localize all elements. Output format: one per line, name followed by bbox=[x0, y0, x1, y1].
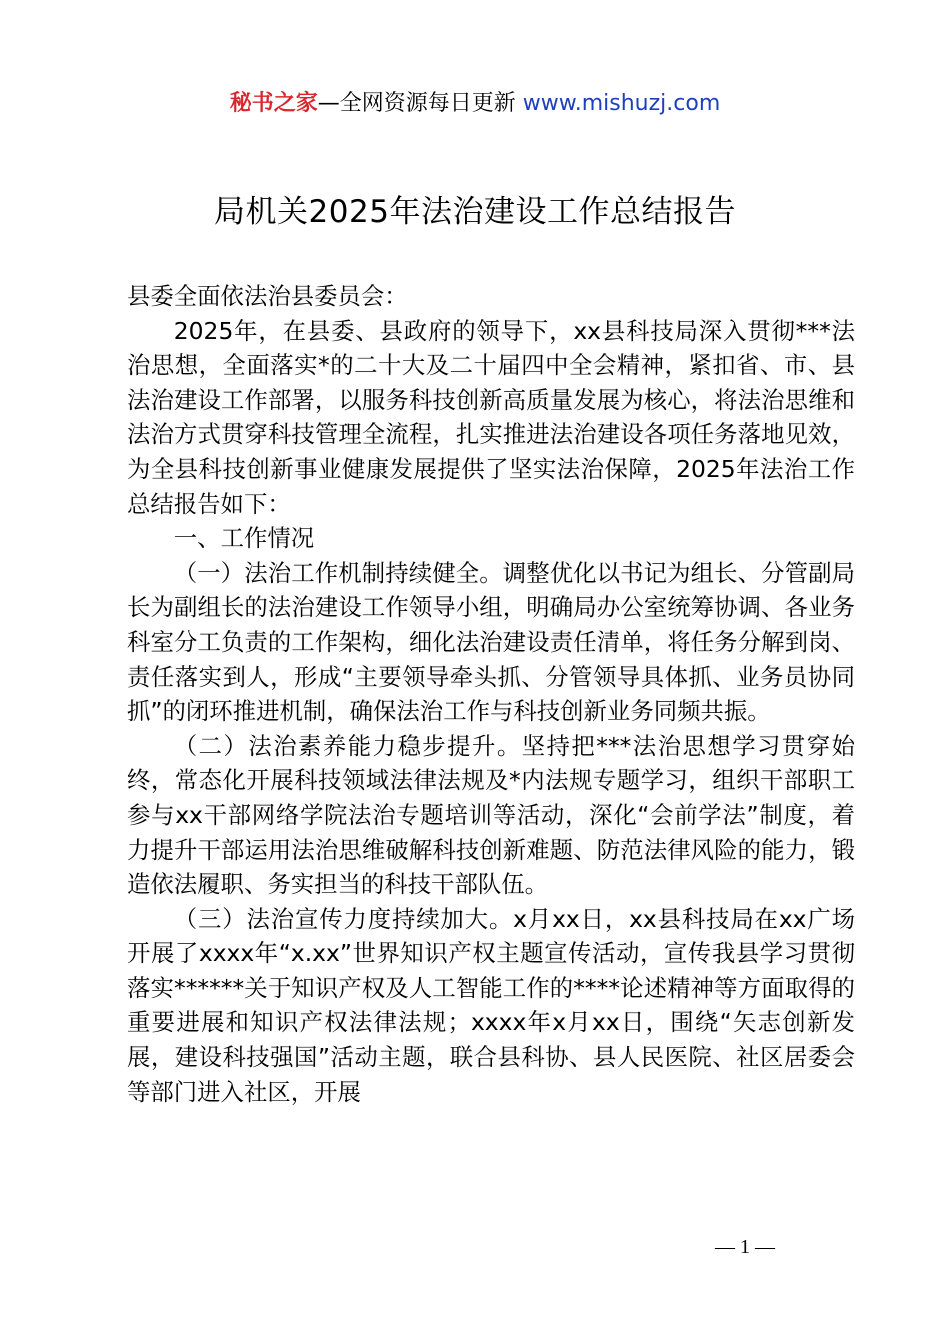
header-brand: 秘书之家 bbox=[229, 91, 318, 116]
document-title: 局机关2025年法治建设工作总结报告 bbox=[214, 194, 736, 230]
document-body bbox=[127, 279, 855, 1109]
header-site-link[interactable]: www.mishuzj.com bbox=[522, 91, 721, 116]
paragraph-literacy: （二）法治素养能力稳步提升。坚持把***法治思想学习贯穿始终，常态化开展科技领域法律法规及*内法规专题学习，组织干部职工参与xx干部网络学院法治专题培训等活动，深化“会前学法”制度，着力提升干部运用法治思维破解科技创新难题、防范法律风险的能力，锻造依法履职、务实担当的科技干部队伍。 bbox=[127, 731, 855, 899]
section-heading: 一、工作情况 bbox=[173, 524, 315, 553]
header-slogan: —全网资源每日更新 bbox=[317, 91, 523, 116]
paragraph-intro: 2025年，在县委、县政府的领导下，xx县科技局深入贯彻***法治思想，全面落实*的二十大及二十届四中全会精神，紧扣省、市、县法治建设工作部署，以服务科技创新高质量发展为核心，将法治思维和法治方式贯穿科技管理全流程，扎实推进法治建设各项任务落地见效，为全县科技创新事业健康发展提供了坚实法治保障，2025年法治工作总结报告如下： bbox=[127, 316, 855, 518]
page-number: — 1 — bbox=[715, 1236, 775, 1258]
paragraph-mechanism: （一）法治工作机制持续健全。调整优化以书记为组长、分管副局长为副组长的法治建设工作领导小组，明确局办公室统筹协调、各业务科室分工负责的工作架构，细化法治建设责任清单，将任务分解到岗、责任落实到人，形成“主要领导牵头抓、分管领导具体抓、业务员协同抓”的闭环推进机制，确保法治工作与科技创新业务同频共振。 bbox=[127, 558, 855, 726]
site-header bbox=[0, 88, 950, 120]
salutation: 县委全面依法治县委员会： bbox=[127, 282, 408, 310]
paragraph-publicity: （三）法治宣传力度持续加大。x月xx日，xx县科技局在xx广场开展了xxxx年“x.xx”世界知识产权主题宣传活动，宣传我县学习贯彻落实******关于知识产权及人工智能工作的****论述精神等方面取得的重要进展和知识产权法律法规；xxxx年x月xx日，围绕“矢志创新发展，建设科技强国”活动主题，联合县科协、县人民医院、社区居委会等部门进入社区，开展 bbox=[127, 904, 855, 1106]
